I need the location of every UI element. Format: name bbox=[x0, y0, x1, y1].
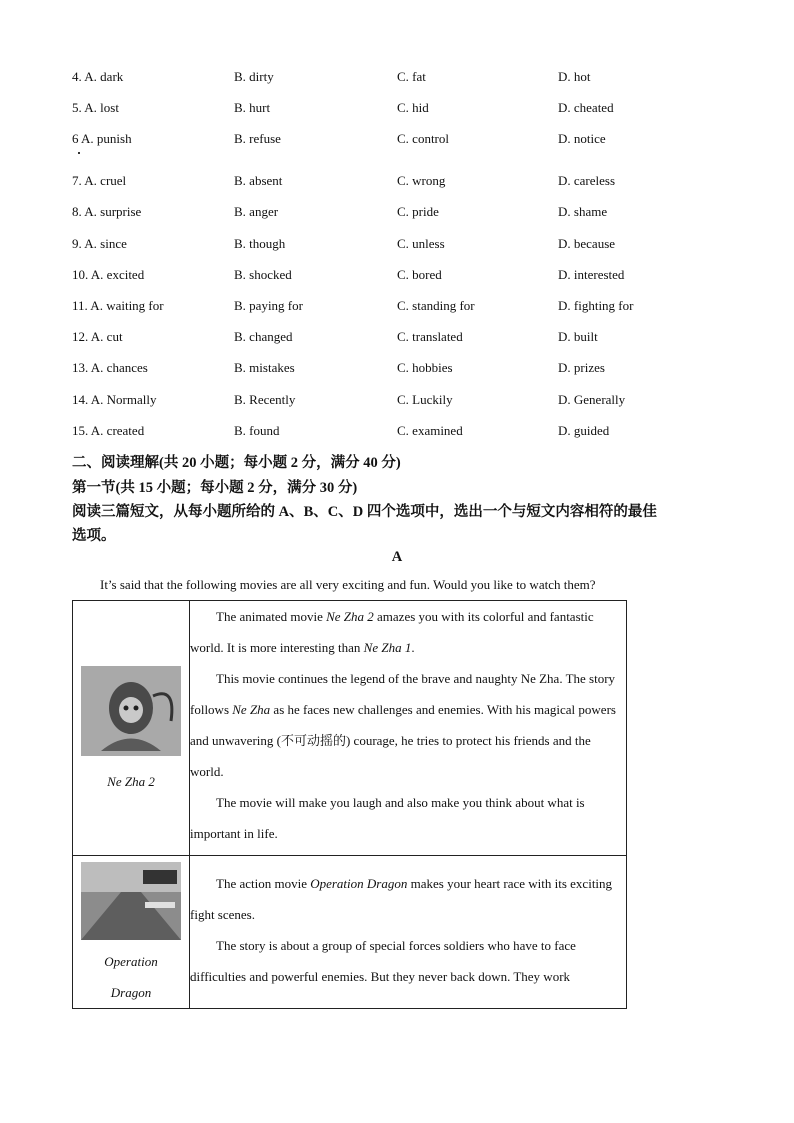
movie-row-ne-zha bbox=[73, 601, 627, 856]
ne-zha-description bbox=[190, 601, 627, 856]
option-c: C. translated bbox=[397, 329, 463, 344]
operation-dragon-caption-line-1: Operation bbox=[104, 954, 158, 969]
part-title: 第一节(共 15 小题；每小题 2 分，满分 30 分) bbox=[72, 480, 358, 496]
question-option-row bbox=[72, 173, 752, 193]
option-d: D. interested bbox=[558, 267, 625, 282]
option-d: D. built bbox=[558, 329, 598, 344]
option-d: D. because bbox=[558, 236, 616, 251]
option-b: B. hurt bbox=[234, 100, 271, 115]
option-a: 12. A. cut bbox=[72, 329, 123, 344]
movie-title: Operation Dragon bbox=[310, 876, 408, 891]
option-a: 6 A. punish bbox=[72, 131, 132, 146]
ne-zha-paragraph-1: The animated movie Ne Zha 2 amazes you with its colorful and fantastic world. It is more interesting than Ne Zha 1. bbox=[190, 609, 594, 655]
option-a: 7. A. cruel bbox=[72, 173, 127, 188]
option-b: B. shocked bbox=[234, 267, 292, 282]
operation-dragon-description bbox=[190, 856, 627, 1009]
movie-poster-cell bbox=[73, 856, 190, 1009]
movie-row-operation-dragon bbox=[73, 856, 627, 1009]
option-a: 13. A. chances bbox=[72, 360, 148, 375]
ne-zha-poster-image bbox=[81, 666, 181, 756]
option-a: 4. A. dark bbox=[72, 69, 124, 84]
instruction-line-1: 阅读三篇短文，从每小题所给的 A、B、C、D 四个选项中，选出一个与短文内容相符的最佳 bbox=[72, 504, 657, 520]
option-c: C. bored bbox=[397, 267, 442, 282]
option-c: C. hobbies bbox=[397, 360, 453, 375]
option-d: D. fighting for bbox=[558, 298, 634, 313]
stray-dot bbox=[78, 152, 80, 154]
option-c: C. Luckily bbox=[397, 392, 453, 407]
option-a: 8. A. surprise bbox=[72, 204, 142, 219]
option-c: C. fat bbox=[397, 69, 426, 84]
option-d: D. notice bbox=[558, 131, 606, 146]
question-option-row bbox=[72, 329, 752, 349]
option-c: C. examined bbox=[397, 423, 463, 438]
option-b: B. anger bbox=[234, 204, 279, 219]
operation-dragon-poster-image bbox=[81, 862, 181, 940]
option-d: D. careless bbox=[558, 173, 616, 188]
option-a: 14. A. Normally bbox=[72, 392, 157, 407]
instruction-line-2: 选项。 bbox=[72, 528, 116, 544]
question-option-row bbox=[72, 100, 752, 120]
option-d: D. hot bbox=[558, 69, 591, 84]
option-c: C. unless bbox=[397, 236, 445, 251]
option-d: D. shame bbox=[558, 204, 608, 219]
option-a: 9. A. since bbox=[72, 236, 127, 251]
section-title: 二、阅读理解(共 20 小题；每小题 2 分，满分 40 分) bbox=[72, 455, 401, 471]
question-option-row bbox=[72, 267, 752, 287]
option-c: C. hid bbox=[397, 100, 429, 115]
operation-dragon-paragraph-2: The story is about a group of special forces soldiers who have to face difficulties and powerful enemies. But they never back down. They work bbox=[190, 938, 576, 984]
operation-dragon-caption-line-2: Dragon bbox=[110, 985, 152, 1000]
ne-zha-paragraph-2: This movie continues the legend of the brave and naughty Ne Zha. The story follows Ne Zha as he faces new challenges and enemies. With his magical powers and unwavering (不可动摇的) courage, he tries to protect his friends and the world. bbox=[190, 671, 616, 779]
ne-zha-caption: Ne Zha 2 bbox=[107, 773, 155, 789]
passage-intro: It’s said that the following movies are all very exciting and fun. Would you like to watch them? bbox=[100, 577, 596, 592]
option-b: B. refuse bbox=[234, 131, 281, 146]
option-c: C. wrong bbox=[397, 173, 446, 188]
movie-title: Ne Zha 2 bbox=[326, 609, 374, 624]
question-option-row bbox=[72, 204, 752, 224]
option-b: B. mistakes bbox=[234, 360, 295, 375]
option-b: B. Recently bbox=[234, 392, 296, 407]
passage-label: A bbox=[391, 549, 403, 565]
option-a: 10. A. excited bbox=[72, 267, 145, 282]
operation-dragon-paragraph-1: The action movie Operation Dragon makes your heart race with its exciting fight scenes. bbox=[190, 876, 613, 922]
question-option-row bbox=[72, 69, 752, 89]
option-d: D. cheated bbox=[558, 100, 614, 115]
option-b: B. dirty bbox=[234, 69, 274, 84]
movie-title: Ne Zha 1 bbox=[363, 640, 412, 655]
question-option-row bbox=[72, 298, 752, 318]
option-a: 5. A. lost bbox=[72, 100, 119, 115]
option-b: B. changed bbox=[234, 329, 293, 344]
option-b: B. though bbox=[234, 236, 286, 251]
option-d: D. prizes bbox=[558, 360, 605, 375]
option-c: C. control bbox=[397, 131, 449, 146]
option-c: C. pride bbox=[397, 204, 439, 219]
option-b: B. found bbox=[234, 423, 280, 438]
question-option-row bbox=[72, 131, 752, 151]
movies-table bbox=[72, 600, 627, 1009]
question-option-row bbox=[72, 360, 752, 380]
option-a: 11. A. waiting for bbox=[72, 298, 164, 313]
movie-poster-cell bbox=[73, 601, 190, 856]
option-d: D. Generally bbox=[558, 392, 626, 407]
movie-title: Ne Zha bbox=[232, 702, 271, 717]
question-option-row bbox=[72, 236, 752, 256]
ne-zha-paragraph-3: The movie will make you laugh and also make you think about what is important in life. bbox=[190, 795, 585, 841]
question-option-row bbox=[72, 423, 752, 443]
option-d: D. guided bbox=[558, 423, 610, 438]
option-b: B. paying for bbox=[234, 298, 303, 313]
question-option-row bbox=[72, 392, 752, 412]
option-b: B. absent bbox=[234, 173, 283, 188]
option-a: 15. A. created bbox=[72, 423, 145, 438]
option-c: C. standing for bbox=[397, 298, 475, 313]
